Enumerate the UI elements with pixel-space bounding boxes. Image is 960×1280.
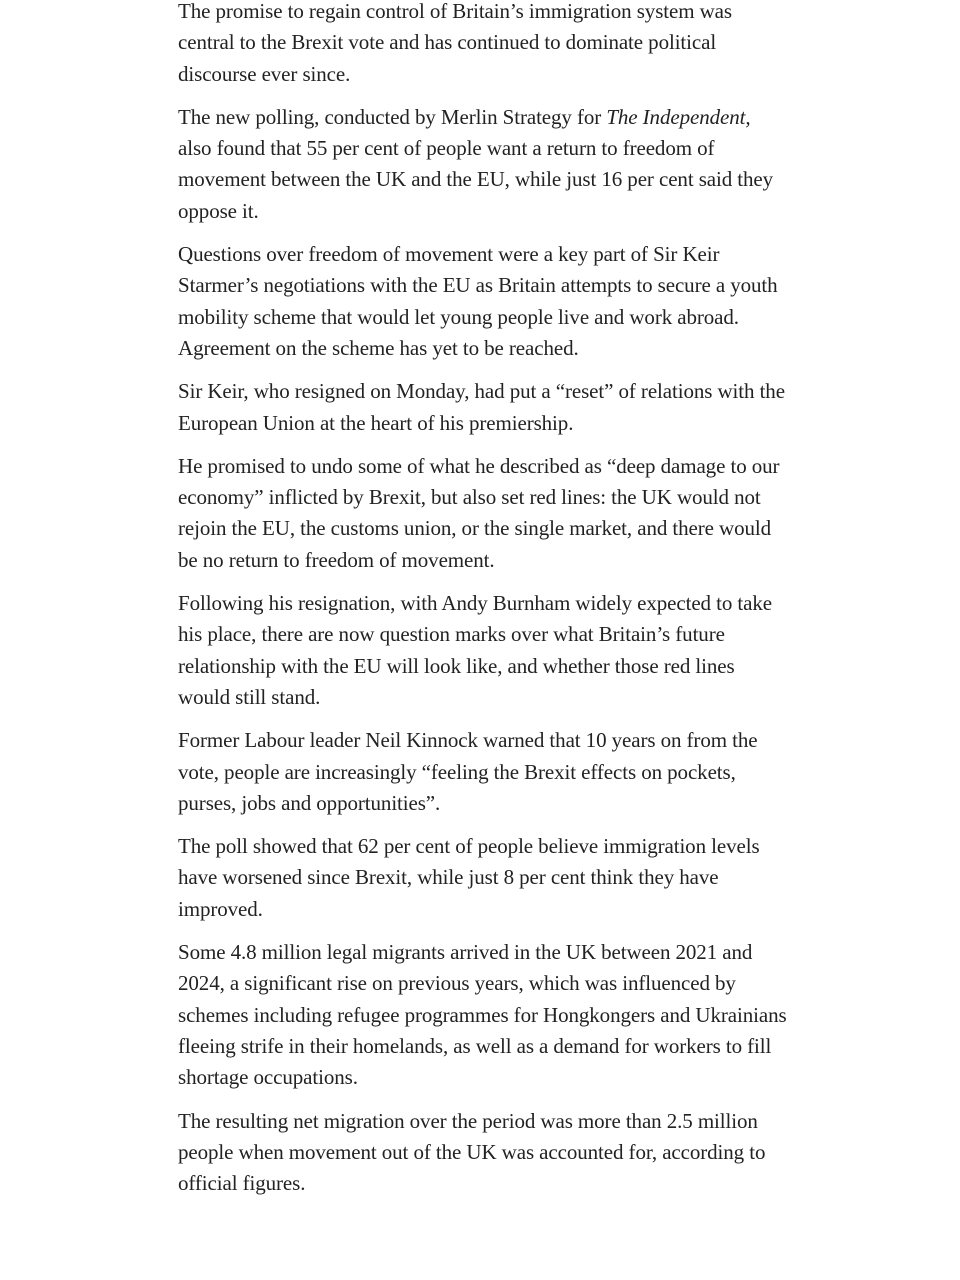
paragraph-7: Former Labour leader Neil Kinnock warned that 10 years on from the vote, people are increasingly “feeling the Brexit effects on pockets, purses, jobs and opportunities”.	[178, 728, 758, 815]
paragraph-2	[178, 102, 788, 227]
paragraph-3: Questions over freedom of movement were a key part of Sir Keir Starmer’s negotiations with the EU as Britain attempts to secure a youth mobility scheme that would let young people live and work abroad. Agreement on the scheme has yet to be reached.	[178, 242, 778, 360]
publication-name: The Independent,	[606, 104, 751, 129]
paragraph-1: The promise to regain control of Britain’s immigration system was central to the Brexit vote and has continued to dominate political discourse ever since.	[178, 0, 732, 86]
paragraph-5: He promised to undo some of what he described as “deep damage to our economy” inflicted by Brexit, but also set red lines: the UK would not rejoin the EU, the customs union, or the single market, and there would be no return to freedom of movement.	[178, 453, 780, 572]
paragraph-2-rest: also found that 55 per cent of people want a return to freedom of movement between the UK and the EU, while just 16 per cent said they oppose it.	[178, 136, 774, 223]
paragraph-6: Following his resignation, with Andy Burnham widely expected to take his place, there are now question marks over what Britain’s future relationship with the EU will look like, and whether those red lines would still stand.	[178, 591, 772, 709]
article-body	[178, 0, 788, 1211]
paragraph-4: Sir Keir, who resigned on Monday, had put a “reset” of relations with the European Union at the heart of his premiership.	[178, 379, 785, 435]
paragraph-10: The resulting net migration over the period was more than 2.5 million people when movement out of the UK was accounted for, according to official figures.	[178, 1108, 766, 1196]
paragraph-9: Some 4.8 million legal migrants arrived in the UK between 2021 and 2024, a significant rise on previous years, which was influenced by schemes including refugee programmes for Hongkongers and Ukrainians fleeing strife in their homelands, as well as a demand for workers to fill shortage occupations.	[178, 940, 787, 1090]
paragraph-8: The poll showed that 62 per cent of people believe immigration levels have worsened since Brexit, while just 8 per cent think they have improved.	[178, 834, 760, 921]
paragraph-2-intro: The new polling, conducted by Merlin Strategy for	[178, 104, 607, 129]
